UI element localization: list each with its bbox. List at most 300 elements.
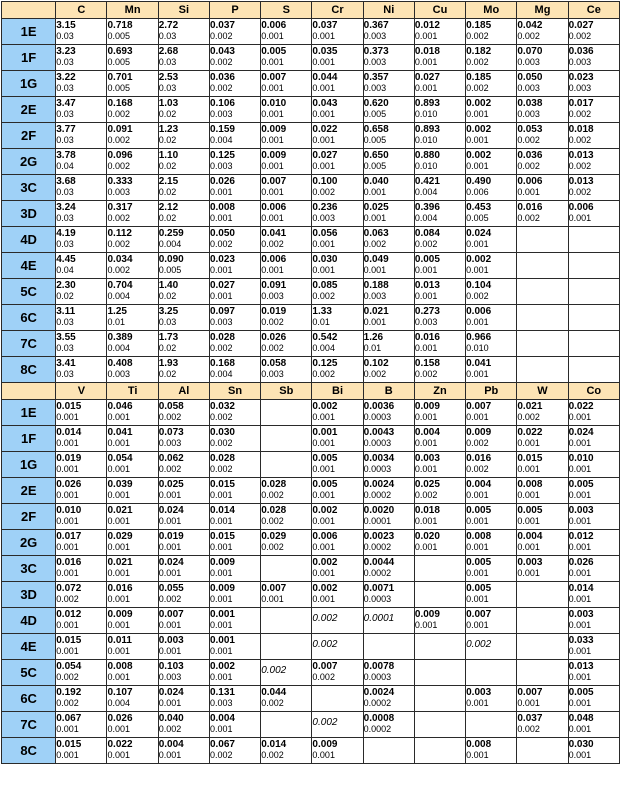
table-cell (363, 305, 414, 331)
uncertainty-value: 0.001 (56, 412, 79, 422)
concentration-value: 0.010 (568, 453, 594, 464)
uncertainty-value: 0.001 (107, 620, 131, 630)
uncertainty-value: 0.003 (107, 369, 131, 379)
concentration-value: 0.043 (312, 98, 338, 109)
concentration-value: 0.002 (312, 583, 338, 594)
uncertainty-value: 0.003 (414, 317, 438, 327)
table-cell (517, 149, 568, 175)
uncertainty-value: 0.001 (261, 594, 284, 604)
table-cell (209, 426, 260, 452)
concentration-value: 0.007 (261, 72, 287, 83)
table-cell (158, 478, 209, 504)
uncertainty-value: 0.01 (312, 317, 330, 327)
sample-label: 7C (2, 712, 56, 738)
table-cell (568, 400, 619, 426)
element-header: Mg (517, 2, 568, 19)
concentration-value: 0.131 (209, 687, 235, 698)
uncertainty-value: 0.001 (56, 750, 79, 760)
uncertainty-value: 0.001 (568, 412, 592, 422)
uncertainty-value: 0.001 (414, 83, 438, 93)
table-row (2, 556, 620, 582)
sample-label: 3C (2, 556, 56, 582)
uncertainty-value: 0.001 (466, 750, 489, 760)
table-cell (466, 149, 517, 175)
concentration-value: 0.002 (312, 401, 338, 412)
concentration-value: 0.006 (261, 254, 287, 265)
uncertainty-value: 0.001 (158, 698, 182, 708)
sample-label: 1G (2, 71, 56, 97)
concentration-value: 0.010 (56, 505, 82, 516)
table-cell (107, 452, 158, 478)
table-cell (568, 97, 619, 123)
element-header: Cu (414, 2, 465, 19)
uncertainty-value: 0.02 (56, 291, 74, 301)
element-header: Sb (261, 383, 312, 400)
table-cell (414, 608, 465, 634)
sample-label: 3D (2, 201, 56, 227)
table-cell (261, 253, 312, 279)
uncertainty-value: 0.001 (261, 213, 284, 223)
table-cell (466, 227, 517, 253)
table-cell (261, 97, 312, 123)
uncertainty-value: 0.002 (261, 750, 284, 760)
table-cell (414, 712, 465, 738)
sample-label: 4E (2, 253, 56, 279)
concentration-value: 0.018 (414, 46, 440, 57)
concentration-value: 0.158 (414, 358, 440, 369)
table-cell (363, 738, 414, 764)
uncertainty-value: 0.001 (568, 542, 592, 552)
table-cell (517, 201, 568, 227)
table-cell (209, 357, 260, 383)
uncertainty-value: 0.02 (158, 109, 177, 119)
concentration-value: 0.005 (466, 583, 492, 594)
table-cell (261, 426, 312, 452)
table-cell (568, 478, 619, 504)
table-cell (209, 738, 260, 764)
table-cell (261, 556, 312, 582)
table-row (2, 478, 620, 504)
uncertainty-value: 0.001 (56, 490, 79, 500)
table-cell (107, 305, 158, 331)
table-cell (158, 556, 209, 582)
uncertainty-value: 0.01 (107, 317, 126, 327)
concentration-value: 3.55 (56, 332, 76, 343)
composition-table (1, 1, 620, 764)
table-cell (158, 660, 209, 686)
concentration-value: 0.007 (261, 583, 287, 594)
uncertainty-value: 0.0003 (363, 412, 392, 422)
concentration-value: 0.091 (261, 280, 287, 291)
table-cell (107, 686, 158, 712)
table-cell (56, 582, 107, 608)
concentration-value: 0.026 (261, 332, 287, 343)
concentration-value (364, 738, 414, 740)
concentration-value: 0.005 (312, 479, 338, 490)
concentration-value: 0.026 (56, 479, 82, 490)
concentration-value: 0.317 (107, 202, 133, 213)
concentration-value: 0.006 (568, 202, 594, 213)
table-cell (107, 478, 158, 504)
table-cell (209, 686, 260, 712)
table-cell (466, 357, 517, 383)
uncertainty-value: 0.03 (158, 57, 177, 67)
table-cell (107, 201, 158, 227)
table-cell (466, 331, 517, 357)
uncertainty-value: 0.001 (158, 542, 182, 552)
concentration-value: 0.009 (261, 150, 287, 161)
uncertainty-value: 0.002 (568, 187, 592, 197)
table-cell (568, 45, 619, 71)
concentration-value: 0.704 (107, 280, 133, 291)
table-cell (56, 305, 107, 331)
uncertainty-value: 0.03 (158, 317, 177, 327)
table-row (2, 19, 620, 45)
uncertainty-value: 0.002 (56, 698, 79, 708)
concentration-value: 0.002 (466, 254, 492, 265)
table-cell (466, 19, 517, 45)
table-cell (107, 634, 158, 660)
concentration-value: 0.012 (56, 609, 82, 620)
concentration-value (517, 227, 567, 229)
table-cell (107, 97, 158, 123)
concentration-value: 3.25 (158, 306, 179, 317)
uncertainty-value: 0.02 (158, 343, 177, 353)
uncertainty-value: 0.002 (312, 369, 335, 379)
uncertainty-value: 0.001 (261, 161, 284, 171)
table-cell (56, 357, 107, 383)
element-header: Al (158, 383, 209, 400)
uncertainty-value: 0.001 (517, 542, 540, 552)
uncertainty-value: 0.004 (414, 187, 438, 197)
table-cell (466, 123, 517, 149)
table-cell (517, 608, 568, 634)
uncertainty-value: 0.004 (312, 343, 335, 353)
table-cell (56, 452, 107, 478)
concentration-value: 0.007 (517, 687, 543, 698)
concentration-value: 0.022 (568, 401, 594, 412)
table-cell (363, 400, 414, 426)
table-cell (209, 279, 260, 305)
table-cell (312, 686, 363, 712)
table-cell (261, 149, 312, 175)
table-cell (312, 608, 363, 634)
element-header: Ni (363, 2, 414, 19)
uncertainty-value: 0.002 (568, 31, 592, 41)
uncertainty-value: 0.001 (466, 265, 489, 275)
uncertainty-value: 0.003 (261, 291, 284, 301)
concentration-value: 0.009 (209, 557, 235, 568)
concentration-value (415, 660, 465, 662)
table-cell (363, 201, 414, 227)
uncertainty-value: 0.001 (107, 412, 131, 422)
concentration-value: 0.012 (414, 20, 440, 31)
concentration-value: 0.056 (312, 228, 338, 239)
table-cell (466, 400, 517, 426)
concentration-value: 2.72 (158, 20, 179, 31)
uncertainty-value: 0.002 (158, 412, 182, 422)
uncertainty-value: 0.001 (312, 31, 335, 41)
concentration-value: 0.054 (56, 661, 82, 672)
concentration-value: 0.015 (56, 401, 82, 412)
uncertainty-value: 0.001 (568, 594, 592, 604)
table-cell (414, 253, 465, 279)
uncertainty-value: 0.001 (107, 516, 131, 526)
uncertainty-value: 0.001 (107, 490, 131, 500)
table-cell (56, 634, 107, 660)
table-cell (414, 71, 465, 97)
concentration-value: 0.273 (414, 306, 440, 317)
uncertainty-value: 0.001 (363, 187, 387, 197)
table-cell (414, 175, 465, 201)
table-cell (568, 634, 619, 660)
table-cell (568, 149, 619, 175)
uncertainty-value: 0.002 (363, 239, 387, 249)
concentration-value: 0.015 (56, 635, 82, 646)
uncertainty-value: 0.001 (517, 568, 540, 578)
table-cell (312, 227, 363, 253)
concentration-value: 0.333 (107, 176, 133, 187)
uncertainty-value: 0.010 (414, 161, 438, 171)
table-cell (568, 504, 619, 530)
uncertainty-value: 0.002 (312, 291, 335, 301)
concentration-value: 0.009 (414, 609, 440, 620)
table-cell (363, 357, 414, 383)
concentration-value: 0.015 (517, 453, 543, 464)
table-row (2, 357, 620, 383)
concentration-value: 0.021 (107, 557, 133, 568)
concentration-value: 0.002 (312, 639, 338, 650)
uncertainty-value: 0.005 (107, 57, 131, 67)
concentration-value: 0.014 (568, 583, 594, 594)
uncertainty-value: 0.002 (466, 464, 489, 474)
uncertainty-value: 0.001 (261, 31, 284, 41)
uncertainty-value: 0.001 (414, 438, 438, 448)
concentration-value: 3.41 (56, 358, 76, 369)
concentration-value: 0.893 (414, 98, 440, 109)
concentration-value (517, 279, 567, 281)
concentration-value: 0.028 (261, 505, 287, 516)
sample-label: 5C (2, 660, 56, 686)
concentration-value (517, 305, 567, 307)
uncertainty-value: 0.002 (466, 438, 489, 448)
uncertainty-value: 0.0003 (363, 672, 392, 682)
concentration-value (415, 686, 465, 688)
concentration-value: 4.19 (56, 228, 76, 239)
uncertainty-value: 0.001 (312, 438, 335, 448)
table-cell (414, 426, 465, 452)
concentration-value: 0.072 (56, 583, 82, 594)
uncertainty-value: 0.001 (312, 490, 335, 500)
concentration-value: 3.47 (56, 98, 76, 109)
uncertainty-value: 0.001 (261, 57, 284, 67)
uncertainty-value: 0.001 (56, 438, 79, 448)
concentration-value: 0.013 (414, 280, 440, 291)
concentration-value: 0.016 (466, 453, 492, 464)
uncertainty-value: 0.001 (466, 161, 489, 171)
table-cell (363, 608, 414, 634)
table-cell (568, 582, 619, 608)
table-cell (568, 452, 619, 478)
table-cell (517, 738, 568, 764)
table-cell (261, 582, 312, 608)
uncertainty-value: 0.001 (158, 646, 182, 656)
table-cell (209, 660, 260, 686)
uncertainty-value: 0.001 (568, 464, 592, 474)
table-cell (209, 175, 260, 201)
table-cell (312, 400, 363, 426)
concentration-value: 0.103 (158, 661, 184, 672)
concentration-value (261, 634, 311, 636)
uncertainty-value: 0.002 (107, 213, 131, 223)
table-cell (466, 253, 517, 279)
uncertainty-value: 0.002 (209, 239, 233, 249)
concentration-value: 3.23 (56, 46, 76, 57)
uncertainty-value: 0.03 (56, 317, 74, 327)
uncertainty-value: 0.001 (261, 135, 284, 145)
element-header: Co (568, 383, 619, 400)
table-cell (209, 478, 260, 504)
element-header: Mo (466, 2, 517, 19)
concentration-value: 0.019 (158, 531, 184, 542)
table-cell (209, 582, 260, 608)
uncertainty-value: 0.002 (107, 109, 131, 119)
concentration-value: 0.002 (466, 124, 492, 135)
concentration-value: 0.027 (568, 20, 594, 31)
uncertainty-value: 0.003 (158, 672, 182, 682)
table-cell (517, 556, 568, 582)
concentration-value (415, 582, 465, 584)
table-cell (56, 478, 107, 504)
table-cell (107, 19, 158, 45)
uncertainty-value: 0.02 (158, 369, 177, 379)
uncertainty-value: 0.001 (107, 438, 131, 448)
table-cell (517, 305, 568, 331)
table-cell (466, 175, 517, 201)
table-cell (107, 123, 158, 149)
table-cell (56, 530, 107, 556)
concentration-value: 0.024 (158, 687, 184, 698)
concentration-value: 0.008 (466, 739, 492, 750)
table-cell (414, 357, 465, 383)
table-cell (363, 556, 414, 582)
uncertainty-value: 0.001 (466, 317, 489, 327)
uncertainty-value: 0.03 (56, 135, 74, 145)
uncertainty-value: 0.001 (414, 412, 438, 422)
uncertainty-value: 0.001 (107, 672, 131, 682)
uncertainty-value: 0.001 (517, 516, 540, 526)
table-row (2, 149, 620, 175)
concentration-value: 0.011 (107, 635, 132, 646)
table-cell (363, 634, 414, 660)
concentration-value: 0.005 (568, 687, 594, 698)
table-cell (517, 426, 568, 452)
table-cell (414, 331, 465, 357)
table-cell (312, 660, 363, 686)
concentration-value: 3.24 (56, 202, 76, 213)
concentration-value: 0.003 (414, 453, 440, 464)
uncertainty-value: 0.001 (568, 698, 592, 708)
concentration-value: 0.058 (158, 401, 184, 412)
concentration-value: 0.002 (466, 150, 492, 161)
concentration-value: 0.017 (56, 531, 82, 542)
table-cell (568, 530, 619, 556)
concentration-value: 0.013 (568, 150, 594, 161)
uncertainty-value: 0.0002 (363, 698, 392, 708)
concentration-value: 0.106 (209, 98, 235, 109)
table-cell (517, 357, 568, 383)
table-cell (517, 504, 568, 530)
table-cell (568, 227, 619, 253)
table-cell (107, 660, 158, 686)
uncertainty-value: 0.001 (209, 490, 233, 500)
uncertainty-value: 0.002 (209, 750, 233, 760)
uncertainty-value: 0.002 (466, 31, 489, 41)
sample-label: 5C (2, 279, 56, 305)
concentration-value: 0.006 (312, 531, 338, 542)
uncertainty-value: 0.005 (363, 109, 387, 119)
table-cell (158, 97, 209, 123)
table-row (2, 634, 620, 660)
uncertainty-value: 0.01 (363, 343, 382, 353)
uncertainty-value: 0.001 (107, 646, 131, 656)
concentration-value: 0.049 (363, 254, 389, 265)
uncertainty-value: 0.005 (363, 135, 387, 145)
uncertainty-value: 0.004 (158, 239, 182, 249)
table-cell (158, 201, 209, 227)
concentration-value: 0.009 (261, 124, 287, 135)
concentration-value: 0.107 (107, 687, 133, 698)
uncertainty-value: 0.001 (517, 464, 540, 474)
uncertainty-value: 0.002 (158, 594, 182, 604)
table-cell (158, 227, 209, 253)
table-row (2, 426, 620, 452)
concentration-value (517, 738, 567, 740)
concentration-value (415, 556, 465, 558)
table-cell (517, 331, 568, 357)
uncertainty-value: 0.003 (107, 187, 131, 197)
table-cell (261, 279, 312, 305)
table-cell (517, 19, 568, 45)
concentration-value: 0.004 (517, 531, 543, 542)
table-cell (158, 331, 209, 357)
table-cell (56, 175, 107, 201)
sample-label: 6C (2, 305, 56, 331)
table-row (2, 400, 620, 426)
table-cell (209, 556, 260, 582)
concentration-value: 0.028 (209, 332, 235, 343)
concentration-value: 0.046 (107, 401, 133, 412)
concentration-value: 0.0020 (363, 505, 395, 516)
concentration-value: 0.067 (56, 713, 82, 724)
table-cell (158, 175, 209, 201)
table-cell (158, 19, 209, 45)
table-row (2, 712, 620, 738)
table-cell (209, 227, 260, 253)
table-cell (466, 201, 517, 227)
table-cell (517, 253, 568, 279)
concentration-value: 0.096 (107, 150, 133, 161)
uncertainty-value: 0.001 (312, 239, 335, 249)
table-cell (568, 19, 619, 45)
concentration-value: 0.408 (107, 358, 133, 369)
concentration-value: 0.032 (209, 401, 235, 412)
table-cell (363, 175, 414, 201)
element-header: Sn (209, 383, 260, 400)
table-cell (107, 608, 158, 634)
concentration-value: 2.15 (158, 176, 179, 187)
table-cell (158, 149, 209, 175)
